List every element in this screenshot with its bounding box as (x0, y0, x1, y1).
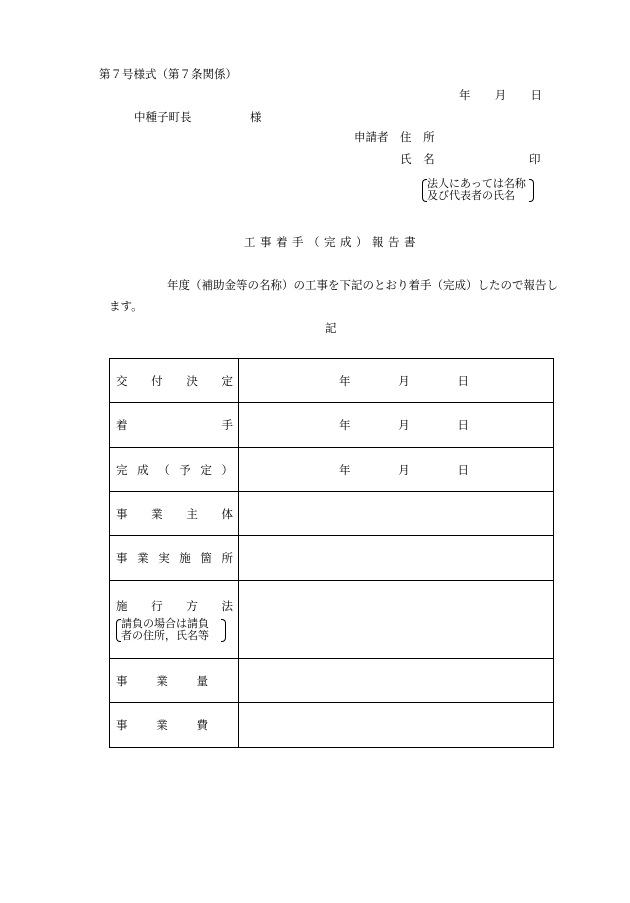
contract-note-line1: 請負の場合は請負 (121, 616, 209, 630)
row-label-cell (110, 703, 239, 748)
label-char: 業 (156, 718, 168, 732)
addressee-honorific: 様 (250, 110, 262, 124)
label-char: 完 (116, 462, 128, 477)
row-value-cell[interactable] (239, 659, 554, 703)
day-label: 日 (457, 373, 469, 388)
body-text-line1: 年度（補助金等の名称）の工事を下記のとおり着手（完成）したので報告し (167, 278, 558, 292)
year-label: 年 (339, 462, 351, 477)
label-char: 交 (116, 373, 128, 388)
table-row (110, 659, 554, 703)
table-row (110, 581, 554, 659)
row-label-cell (110, 448, 239, 492)
row-label (116, 550, 233, 566)
report-table (109, 358, 554, 748)
table-row (110, 403, 554, 448)
contract-note (116, 618, 226, 642)
date-fields (339, 373, 469, 389)
row-value-cell[interactable] (239, 359, 554, 403)
corporation-note (422, 178, 534, 202)
row-label (116, 506, 233, 522)
row-value-cell[interactable] (239, 703, 554, 748)
label-char: 事 (116, 506, 128, 521)
seal-mark: 印 (529, 152, 541, 166)
day-label: 日 (457, 418, 469, 432)
row-label-cell (110, 536, 239, 581)
label-char: 事 (116, 673, 128, 688)
body-text-line2: ます。 (109, 299, 143, 313)
table-row (110, 703, 554, 748)
label-char: 主 (186, 506, 198, 521)
date-day-label: 日 (530, 88, 542, 102)
label-char: 決 (186, 373, 198, 388)
label-char: 費 (196, 718, 208, 732)
label-char: 体 (221, 506, 233, 521)
label-char: ） (221, 462, 233, 477)
month-label: 月 (398, 418, 410, 432)
date-fields (339, 462, 469, 478)
row-value-cell[interactable] (239, 403, 554, 448)
label-char: 所 (221, 551, 233, 565)
row-label (116, 373, 233, 389)
label-char: 業 (137, 551, 149, 565)
document-title: 工事着手（完成）報告書 (244, 235, 420, 249)
label-char: 手 (221, 418, 233, 432)
label-char: 予 (179, 462, 191, 477)
label-char: 業 (156, 673, 168, 688)
label-char: 量 (196, 673, 208, 688)
row-label (116, 673, 208, 689)
addressee-name: 中種子町長 (134, 110, 192, 124)
label-char: （ (158, 462, 170, 477)
row-label-cell (110, 359, 239, 403)
row-label-cell (110, 492, 239, 536)
year-label: 年 (339, 373, 351, 388)
table-row (110, 536, 554, 581)
label-char: 方 (186, 598, 198, 613)
year-label: 年 (339, 418, 351, 432)
corporation-note-line2: 及び代表者の氏名 (427, 189, 515, 202)
label-char: 施 (116, 598, 128, 613)
form-number: 第７号様式（第７条関係） (99, 67, 237, 81)
label-char: 事 (116, 551, 128, 565)
row-value-cell[interactable] (239, 492, 554, 536)
contract-note-line2: 者の住所，氏名等 (121, 628, 209, 642)
label-char: 定 (221, 373, 233, 388)
applicant-label: 申請者 (354, 130, 389, 144)
table-row (110, 359, 554, 403)
label-char: 着 (116, 418, 128, 432)
applicant-name-label: 氏 名 (400, 152, 439, 166)
applicant-address-label: 住 所 (400, 130, 439, 144)
row-label-cell (110, 403, 239, 448)
right-bracket (529, 179, 534, 202)
month-label: 月 (398, 462, 410, 477)
label-char: 付 (151, 373, 163, 388)
row-value-cell[interactable] (239, 448, 554, 492)
label-char: 法 (221, 598, 233, 613)
date-month-label: 月 (494, 88, 507, 102)
table-row (110, 492, 554, 536)
row-label-cell (110, 581, 239, 659)
row-label-cell (110, 659, 239, 703)
row-value-cell[interactable] (239, 536, 554, 581)
row-label (116, 717, 208, 733)
ki-heading: 記 (325, 321, 337, 335)
label-char: 行 (151, 598, 163, 613)
right-bracket (221, 619, 226, 642)
label-char: 施 (179, 551, 191, 565)
date-year-label: 年 (459, 88, 471, 102)
row-label (116, 598, 233, 614)
label-char: 成 (137, 462, 149, 477)
corporation-note-line1: 法人にあっては名称 (427, 177, 526, 190)
label-char: 実 (158, 551, 170, 565)
table-row (110, 448, 554, 492)
row-label (116, 417, 233, 433)
row-value-cell[interactable] (239, 581, 554, 659)
row-label (116, 462, 233, 478)
label-char: 事 (116, 718, 128, 732)
day-label: 日 (457, 462, 469, 477)
date-line (459, 88, 542, 102)
label-char: 定 (200, 462, 212, 477)
label-char: 箇 (200, 551, 212, 565)
date-fields (339, 417, 469, 433)
month-label: 月 (398, 373, 410, 388)
label-char: 業 (151, 506, 163, 521)
